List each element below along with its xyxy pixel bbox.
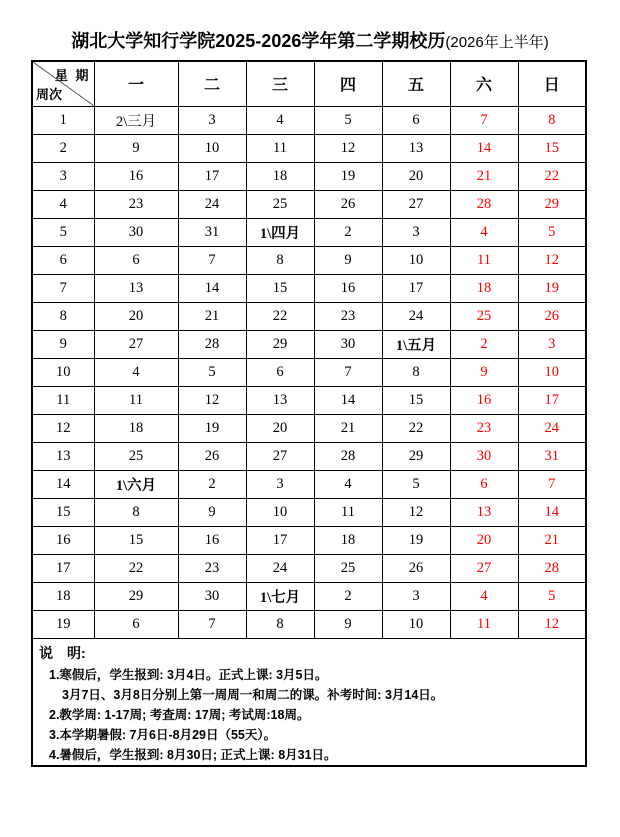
date-cell: 4 (450, 582, 518, 610)
week-number: 10 (32, 358, 94, 386)
date-cell: 23 (314, 302, 382, 330)
date-cell: 31 (178, 218, 246, 246)
corner-cell (32, 61, 94, 106)
date-cell: 11 (246, 134, 314, 162)
date-cell: 17 (178, 162, 246, 190)
day-header-mon: 一 (94, 61, 178, 106)
date-cell: 4 (246, 106, 314, 134)
date-cell: 11 (450, 246, 518, 274)
date-cell: 7 (178, 246, 246, 274)
week-row (32, 386, 586, 414)
date-cell: 9 (178, 498, 246, 526)
date-cell: 30 (450, 442, 518, 470)
date-cell: 4 (94, 358, 178, 386)
date-cell: 18 (94, 414, 178, 442)
date-cell: 5 (518, 582, 586, 610)
week-number: 11 (32, 386, 94, 414)
week-number: 5 (32, 218, 94, 246)
date-cell: 6 (450, 470, 518, 498)
date-cell: 14 (450, 134, 518, 162)
week-row (32, 274, 586, 302)
header-row (32, 61, 586, 106)
date-cell: 9 (94, 134, 178, 162)
date-cell: 8 (94, 498, 178, 526)
date-cell: 24 (518, 414, 586, 442)
calendar-table (31, 60, 587, 767)
date-cell: 28 (314, 442, 382, 470)
date-cell: 17 (518, 386, 586, 414)
week-row (32, 610, 586, 638)
date-cell: 24 (246, 554, 314, 582)
week-number: 12 (32, 414, 94, 442)
date-cell: 10 (382, 610, 450, 638)
week-row (32, 190, 586, 218)
date-cell: 2 (314, 218, 382, 246)
date-cell: 1\五月 (382, 330, 450, 358)
date-cell: 19 (382, 526, 450, 554)
date-cell: 15 (382, 386, 450, 414)
week-row (32, 358, 586, 386)
week-row (32, 162, 586, 190)
note-line: 2.教学周: 1-17周; 考查周: 17周; 考试周:18周。 (49, 707, 310, 722)
date-cell: 5 (314, 106, 382, 134)
date-cell: 9 (314, 246, 382, 274)
date-cell: 12 (314, 134, 382, 162)
date-cell: 26 (518, 302, 586, 330)
week-number: 15 (32, 498, 94, 526)
date-cell: 30 (178, 582, 246, 610)
week-number: 19 (32, 610, 94, 638)
note-line: 3月7日、3月8日分别上第一周周一和周二的课。补考时间: 3月14日。 (62, 687, 444, 702)
date-cell: 29 (518, 190, 586, 218)
date-cell: 4 (314, 470, 382, 498)
date-cell: 23 (450, 414, 518, 442)
date-cell: 7 (518, 470, 586, 498)
date-cell: 21 (178, 302, 246, 330)
date-cell: 4 (450, 218, 518, 246)
date-cell: 8 (246, 610, 314, 638)
date-cell: 11 (94, 386, 178, 414)
date-cell: 14 (518, 498, 586, 526)
date-cell: 28 (178, 330, 246, 358)
date-cell: 16 (178, 526, 246, 554)
date-cell: 1\六月 (94, 470, 178, 498)
notes-section (32, 638, 586, 766)
date-cell: 29 (382, 442, 450, 470)
week-number: 7 (32, 274, 94, 302)
date-cell: 22 (518, 162, 586, 190)
date-cell: 20 (382, 162, 450, 190)
date-cell: 3 (382, 218, 450, 246)
page-title (0, 0, 620, 53)
date-cell: 2 (178, 470, 246, 498)
date-cell: 12 (382, 498, 450, 526)
date-cell: 19 (178, 414, 246, 442)
date-cell: 24 (382, 302, 450, 330)
date-cell: 3 (518, 330, 586, 358)
week-number: 14 (32, 470, 94, 498)
week-row (32, 582, 586, 610)
date-cell: 26 (314, 190, 382, 218)
week-number: 2 (32, 134, 94, 162)
date-cell: 14 (178, 274, 246, 302)
date-cell: 11 (450, 610, 518, 638)
date-cell: 9 (314, 610, 382, 638)
date-cell: 16 (94, 162, 178, 190)
week-number: 1 (32, 106, 94, 134)
note-line: 3.本学期暑假: 7月6日-8月29日（55天）。 (49, 727, 277, 742)
date-cell: 20 (450, 526, 518, 554)
date-cell: 5 (518, 218, 586, 246)
date-cell: 1\四月 (246, 218, 314, 246)
week-number: 8 (32, 302, 94, 330)
date-cell: 25 (94, 442, 178, 470)
date-cell: 27 (450, 554, 518, 582)
date-cell: 28 (450, 190, 518, 218)
date-cell: 25 (314, 554, 382, 582)
week-row (32, 554, 586, 582)
date-cell: 23 (94, 190, 178, 218)
day-header-tue: 二 (178, 61, 246, 106)
date-cell: 3 (246, 470, 314, 498)
week-row (32, 106, 586, 134)
date-cell: 13 (382, 134, 450, 162)
date-cell: 23 (178, 554, 246, 582)
date-cell: 8 (382, 358, 450, 386)
date-cell: 25 (450, 302, 518, 330)
date-cell: 8 (246, 246, 314, 274)
week-row (32, 498, 586, 526)
day-header-thu: 四 (314, 61, 382, 106)
date-cell: 22 (94, 554, 178, 582)
date-cell: 21 (314, 414, 382, 442)
week-number: 18 (32, 582, 94, 610)
corner-label-weekday: 星 期 (54, 68, 91, 83)
date-cell: 20 (246, 414, 314, 442)
date-cell: 29 (246, 330, 314, 358)
date-cell: 6 (94, 246, 178, 274)
week-number: 9 (32, 330, 94, 358)
date-cell: 10 (382, 246, 450, 274)
date-cell: 22 (382, 414, 450, 442)
week-row (32, 218, 586, 246)
week-number: 13 (32, 442, 94, 470)
date-cell: 5 (178, 358, 246, 386)
week-row (32, 414, 586, 442)
day-header-fri: 五 (382, 61, 450, 106)
date-cell: 26 (382, 554, 450, 582)
date-cell: 28 (518, 554, 586, 582)
date-cell: 8 (518, 106, 586, 134)
week-number: 4 (32, 190, 94, 218)
date-cell: 21 (450, 162, 518, 190)
date-cell: 18 (246, 162, 314, 190)
date-cell: 27 (94, 330, 178, 358)
date-cell: 15 (246, 274, 314, 302)
date-cell: 31 (518, 442, 586, 470)
date-cell: 12 (518, 610, 586, 638)
week-number: 16 (32, 526, 94, 554)
calendar-body (32, 106, 586, 638)
date-cell: 3 (178, 106, 246, 134)
week-number: 17 (32, 554, 94, 582)
date-cell: 25 (246, 190, 314, 218)
date-cell: 7 (178, 610, 246, 638)
date-cell: 27 (382, 190, 450, 218)
date-cell: 17 (382, 274, 450, 302)
page-title-suffix: (2026年上半年) (445, 34, 549, 51)
date-cell: 29 (94, 582, 178, 610)
week-number: 6 (32, 246, 94, 274)
date-cell: 10 (518, 358, 586, 386)
note-line: 4.暑假后，学生报到: 8月30日; 正式上课: 8月31日。 (49, 747, 337, 762)
date-cell: 3 (382, 582, 450, 610)
notes-list (37, 665, 579, 765)
week-row (32, 442, 586, 470)
date-cell: 27 (246, 442, 314, 470)
date-cell: 6 (382, 106, 450, 134)
date-cell: 24 (178, 190, 246, 218)
date-cell: 16 (314, 274, 382, 302)
date-cell: 30 (314, 330, 382, 358)
week-row (32, 526, 586, 554)
date-cell: 6 (246, 358, 314, 386)
date-cell: 10 (246, 498, 314, 526)
date-cell: 5 (382, 470, 450, 498)
date-cell: 13 (94, 274, 178, 302)
date-cell: 15 (94, 526, 178, 554)
date-cell: 12 (178, 386, 246, 414)
date-cell: 16 (450, 386, 518, 414)
date-cell: 13 (246, 386, 314, 414)
page-title-main: 湖北大学知行学院2025-2026学年第二学期校历 (71, 31, 446, 51)
week-number: 3 (32, 162, 94, 190)
date-cell: 7 (314, 358, 382, 386)
date-cell: 2\三月 (94, 106, 178, 134)
date-cell: 14 (314, 386, 382, 414)
date-cell: 2 (450, 330, 518, 358)
date-cell: 9 (450, 358, 518, 386)
notes-heading: 说 明: (39, 644, 86, 661)
date-cell: 15 (518, 134, 586, 162)
date-cell: 21 (518, 526, 586, 554)
week-row (32, 470, 586, 498)
note-line: 1.寒假后，学生报到: 3月4日。正式上课: 3月5日。 (49, 667, 328, 682)
date-cell: 1\七月 (246, 582, 314, 610)
date-cell: 19 (314, 162, 382, 190)
date-cell: 12 (518, 246, 586, 274)
week-row (32, 330, 586, 358)
date-cell: 11 (314, 498, 382, 526)
week-row (32, 134, 586, 162)
week-row (32, 246, 586, 274)
date-cell: 17 (246, 526, 314, 554)
week-row (32, 302, 586, 330)
date-cell: 2 (314, 582, 382, 610)
date-cell: 20 (94, 302, 178, 330)
date-cell: 18 (450, 274, 518, 302)
date-cell: 19 (518, 274, 586, 302)
date-cell: 10 (178, 134, 246, 162)
day-header-wed: 三 (246, 61, 314, 106)
date-cell: 6 (94, 610, 178, 638)
date-cell: 7 (450, 106, 518, 134)
date-cell: 13 (450, 498, 518, 526)
notes-row (32, 638, 586, 766)
date-cell: 22 (246, 302, 314, 330)
date-cell: 26 (178, 442, 246, 470)
day-header-sun: 日 (518, 61, 586, 106)
corner-label-weeknum: 周次 (36, 86, 63, 102)
date-cell: 18 (314, 526, 382, 554)
day-header-sat: 六 (450, 61, 518, 106)
date-cell: 30 (94, 218, 178, 246)
